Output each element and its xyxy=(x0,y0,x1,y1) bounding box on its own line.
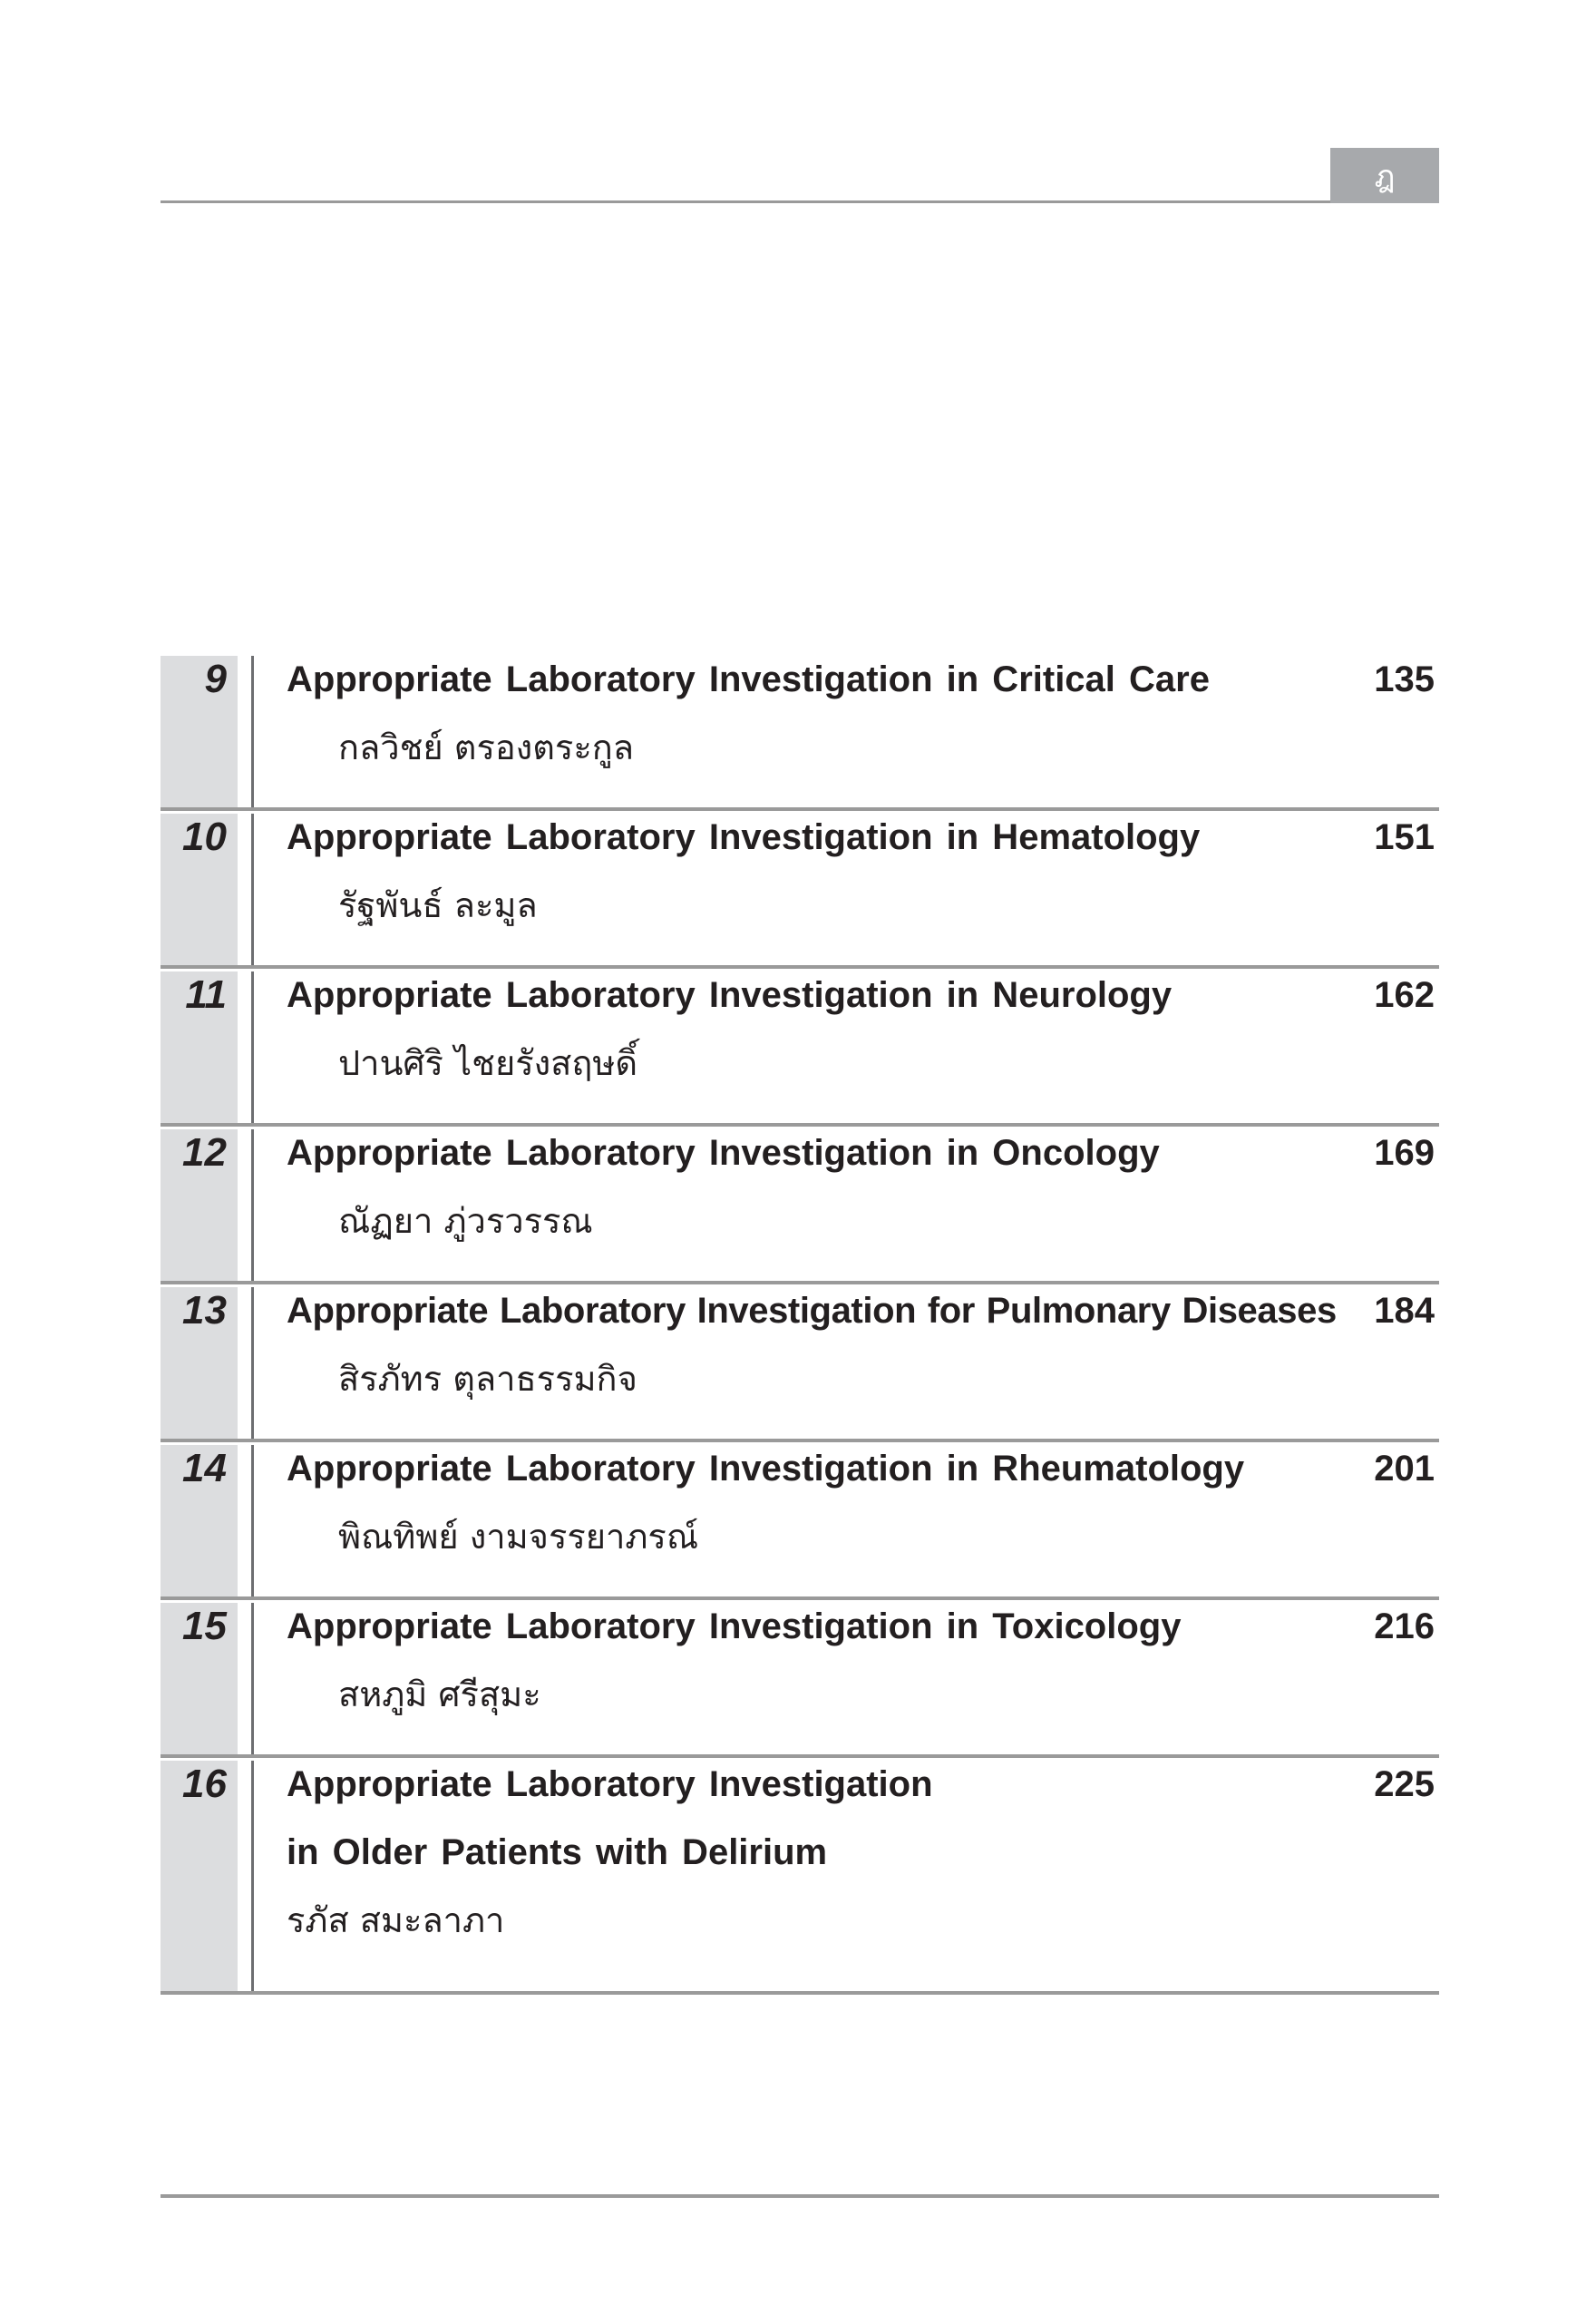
entry-divider xyxy=(251,1129,254,1281)
entry-divider xyxy=(251,1287,254,1439)
chapter-title[interactable]: Appropriate Laboratory Investigation in Oncology xyxy=(287,1133,1160,1173)
chapter-title[interactable]: Appropriate Laboratory Investigation in Critical Care xyxy=(287,659,1210,699)
chapter-number-box xyxy=(161,1287,238,1439)
footer-rule xyxy=(161,2194,1439,2198)
chapter-number: 11 xyxy=(185,972,227,1017)
page-marker: ฎ xyxy=(1374,158,1396,195)
chapter-number-box xyxy=(161,1445,238,1596)
chapter-page: 135 xyxy=(1374,659,1435,699)
entry-divider xyxy=(251,971,254,1123)
chapter-number: 16 xyxy=(182,1762,227,1806)
chapter-number-box xyxy=(161,1761,238,1991)
chapter-number: 10 xyxy=(182,815,227,859)
chapter-author: กลวิชย์ ตรองตระกูล xyxy=(338,727,635,767)
chapter-author: พิณทิพย์ งามจรรยาภรณ์ xyxy=(338,1517,699,1557)
chapter-page: 201 xyxy=(1374,1449,1435,1489)
toc-entry-10[interactable] xyxy=(161,814,1439,969)
page-number-tab xyxy=(1330,148,1439,203)
chapter-number: 9 xyxy=(204,657,227,701)
chapter-number: 15 xyxy=(182,1604,227,1648)
table-of-contents xyxy=(161,656,1439,1997)
entry-divider xyxy=(251,1445,254,1596)
chapter-page: 184 xyxy=(1374,1291,1435,1331)
chapter-author: สิรภัทร ตุลาธรรมกิจ xyxy=(338,1359,637,1399)
chapter-title[interactable]: Appropriate Laboratory Investigation in Neurology xyxy=(287,975,1173,1015)
chapter-number-box xyxy=(161,814,238,965)
chapter-number-box xyxy=(161,971,238,1123)
chapter-title[interactable]: Appropriate Laboratory Investigation in Rheumatology xyxy=(287,1449,1245,1489)
chapter-number: 13 xyxy=(182,1288,227,1333)
chapter-author: ณัฏยา ภู่วรวรรณ xyxy=(338,1201,593,1241)
header-rule xyxy=(161,200,1439,203)
chapter-title[interactable]: Appropriate Laboratory Investigation for Pulmonary Diseases xyxy=(287,1291,1337,1331)
entry-divider xyxy=(251,1603,254,1754)
chapter-title[interactable]: Appropriate Laboratory Investigation in Hematology xyxy=(287,817,1201,857)
toc-entry-12[interactable] xyxy=(161,1129,1439,1284)
entry-divider xyxy=(251,656,254,807)
entry-divider xyxy=(251,814,254,965)
chapter-number-box xyxy=(161,1129,238,1281)
chapter-author: สหภูมิ ศรีสุมะ xyxy=(338,1674,541,1714)
chapter-number-box xyxy=(161,656,238,807)
chapter-number: 14 xyxy=(182,1446,227,1490)
chapter-author: รภัส สมะลาภา xyxy=(287,1900,505,1940)
chapter-page: 225 xyxy=(1374,1764,1435,1804)
chapter-author: รัฐพันธ์ ละมูล xyxy=(338,885,538,925)
toc-entry-9[interactable] xyxy=(161,656,1439,811)
chapter-number-box xyxy=(161,1603,238,1754)
chapter-page: 169 xyxy=(1374,1133,1435,1173)
chapter-title-line2[interactable]: in Older Patients with Delirium xyxy=(287,1832,828,1872)
chapter-number: 12 xyxy=(182,1130,227,1175)
chapter-author: ปานศิริ ไชยรังสฤษดิ์ xyxy=(338,1043,638,1083)
entry-divider xyxy=(251,1761,254,1991)
toc-entry-13[interactable] xyxy=(161,1287,1439,1442)
chapter-page: 162 xyxy=(1374,975,1435,1015)
toc-entry-15[interactable] xyxy=(161,1603,1439,1758)
toc-entry-11[interactable] xyxy=(161,971,1439,1127)
chapter-page: 216 xyxy=(1374,1606,1435,1646)
toc-entry-16[interactable] xyxy=(161,1761,1439,1995)
chapter-page: 151 xyxy=(1374,817,1435,857)
toc-entry-14[interactable] xyxy=(161,1445,1439,1600)
chapter-title[interactable]: Appropriate Laboratory Investigation xyxy=(287,1764,933,1804)
chapter-title[interactable]: Appropriate Laboratory Investigation in Toxicology xyxy=(287,1606,1182,1646)
